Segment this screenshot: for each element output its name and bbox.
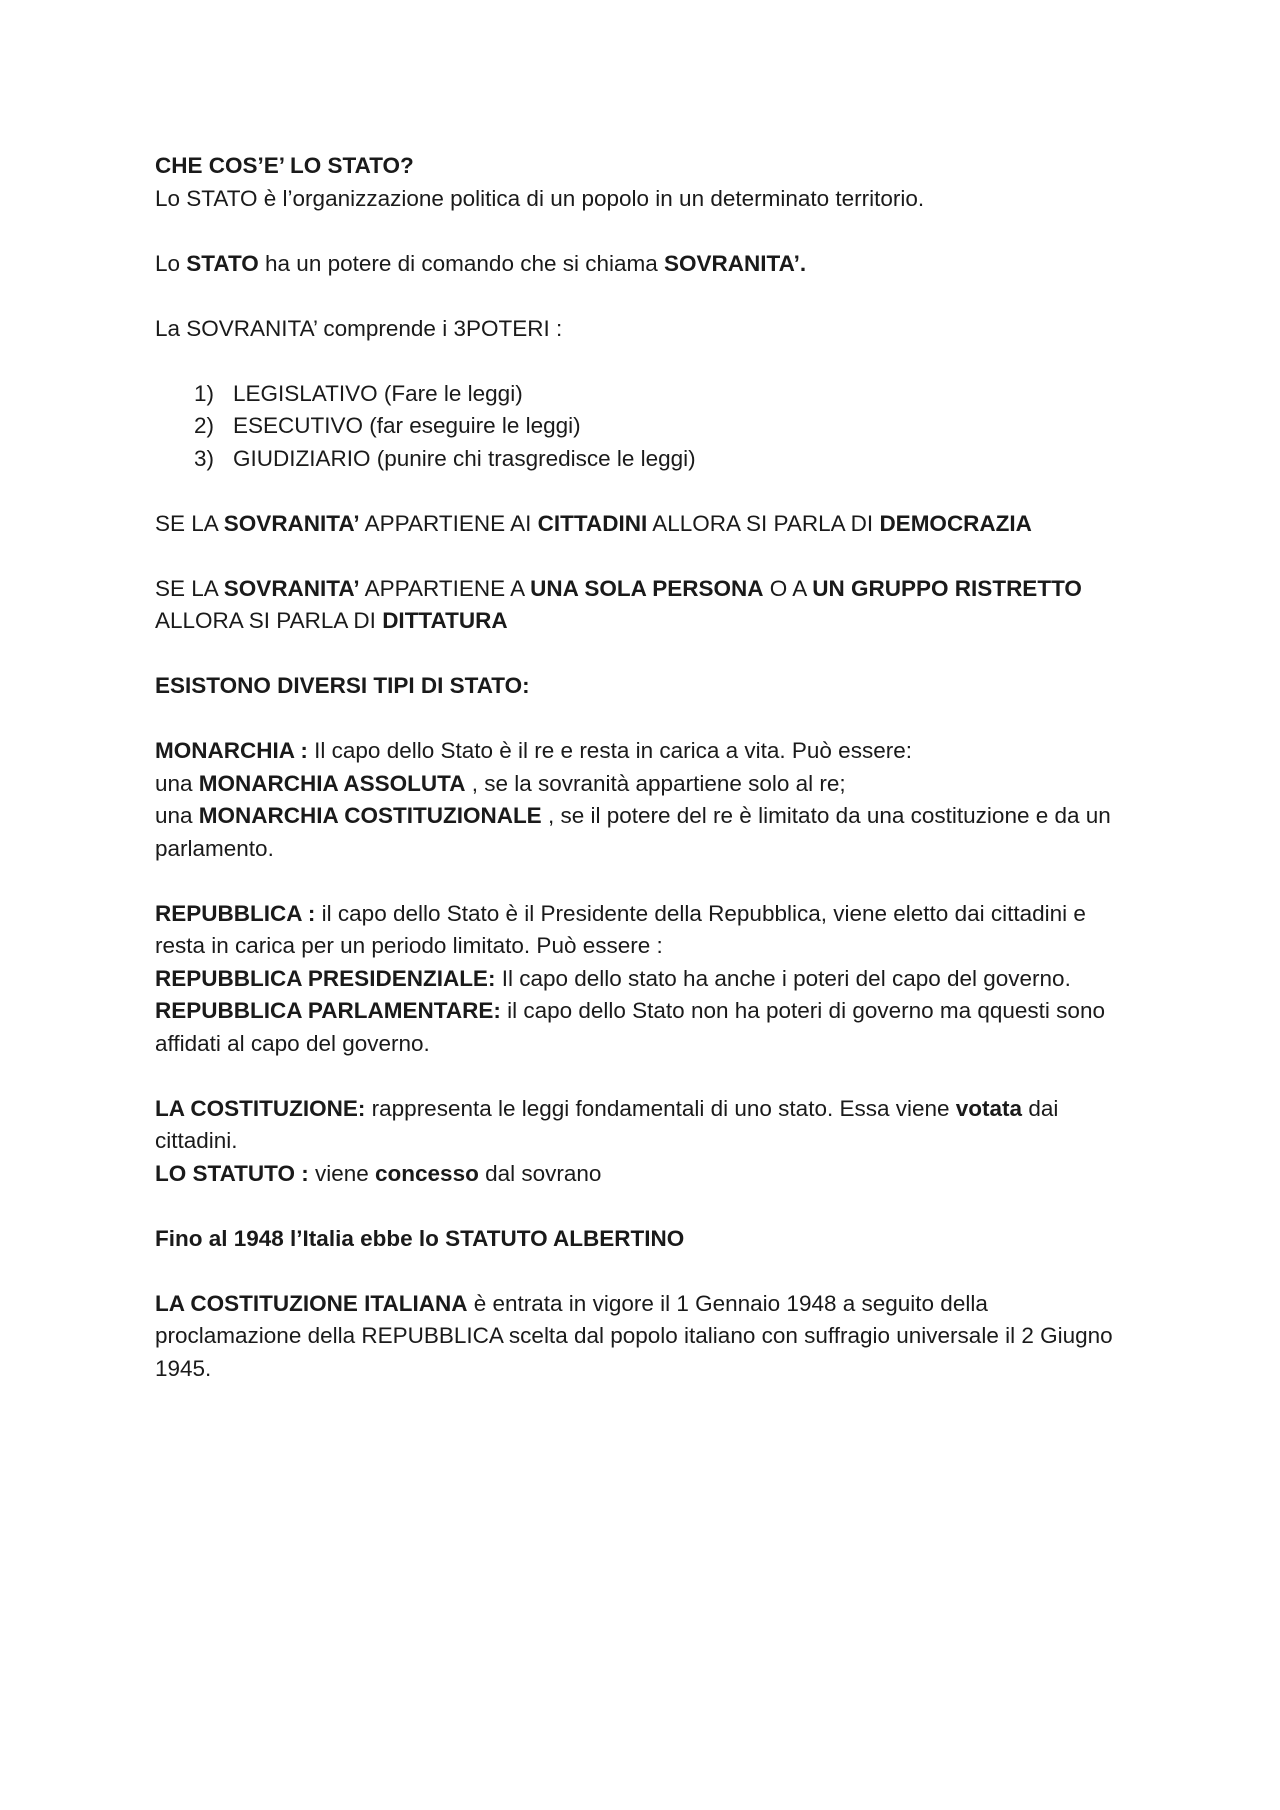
constitution-definition: LA COSTITUZIONE: rappresenta le leggi fondamentali di uno stato. Essa viene votata dai cittadini. [155,1095,1059,1153]
democracy-definition: SE LA SOVRANITA’ APPARTIENE AI CITTADINI ALLORA SI PARLA DI DEMOCRAZIA [155,510,1032,536]
powers-intro: La SOVRANITA’ comprende i 3POTERI : [155,315,563,341]
statute-definition: LO STATUTO : viene concesso dal sovrano [155,1160,602,1186]
document-title: CHE COS’E’ LO STATO? [155,153,414,178]
italian-constitution: LA COSTITUZIONE ITALIANA è entrata in vigore il 1 Gennaio 1948 a seguito della proclamazione della REPUBBLICA scelta dal popolo italiano con suffragio universale il 2 Giugno 1945. [155,1290,1113,1381]
list-item: 2) ESECUTIVO (far eseguire le leggi) [194,413,581,438]
powers-list [155,378,1135,476]
state-types-heading: ESISTONO DIVERSI TIPI DI STATO: [155,673,530,698]
document-body [155,150,1135,1385]
sovereignty-definition: Lo STATO ha un potere di comando che si chiama SOVRANITA’. [155,250,807,276]
list-item: 1) LEGISLATIVO (Fare le leggi) [194,380,523,406]
republic-definition: REPUBBLICA : il capo dello Stato è il Presidente della Repubblica, viene eletto dai cittadini e resta in carica per un periodo limitato. Può essere : [155,900,1086,958]
albertine-statute: Fino al 1948 l’Italia ebbe lo STATUTO ALBERTINO [155,1225,685,1251]
constitutional-monarchy: una MONARCHIA COSTITUZIONALE , se il potere del re è limitato da una costituzione e da un parlamento. [155,803,1111,861]
absolute-monarchy: una MONARCHIA ASSOLUTA , se la sovranità appartiene solo al re; [155,770,846,796]
parliamentary-republic: REPUBBLICA PARLAMENTARE: il capo dello Stato non ha poteri di governo ma qquesti sono affidati al capo del governo. [155,998,1105,1056]
list-item: 3) GIUDIZIARIO (punire chi trasgredisce le leggi) [194,445,696,471]
presidential-republic: REPUBBLICA PRESIDENZIALE: Il capo dello stato ha anche i poteri del capo del governo. [155,965,1071,991]
dictatorship-definition: SE LA SOVRANITA’ APPARTIENE A UNA SOLA PERSONA O A UN GRUPPO RISTRETTO ALLORA SI PARLA DI DITTATURA [155,575,1082,633]
monarchy-definition: MONARCHIA : Il capo dello Stato è il re e resta in carica a vita. Può essere: [155,738,912,763]
intro-text: Lo STATO è l’organizzazione politica di un popolo in un determinato territorio. [155,185,925,211]
